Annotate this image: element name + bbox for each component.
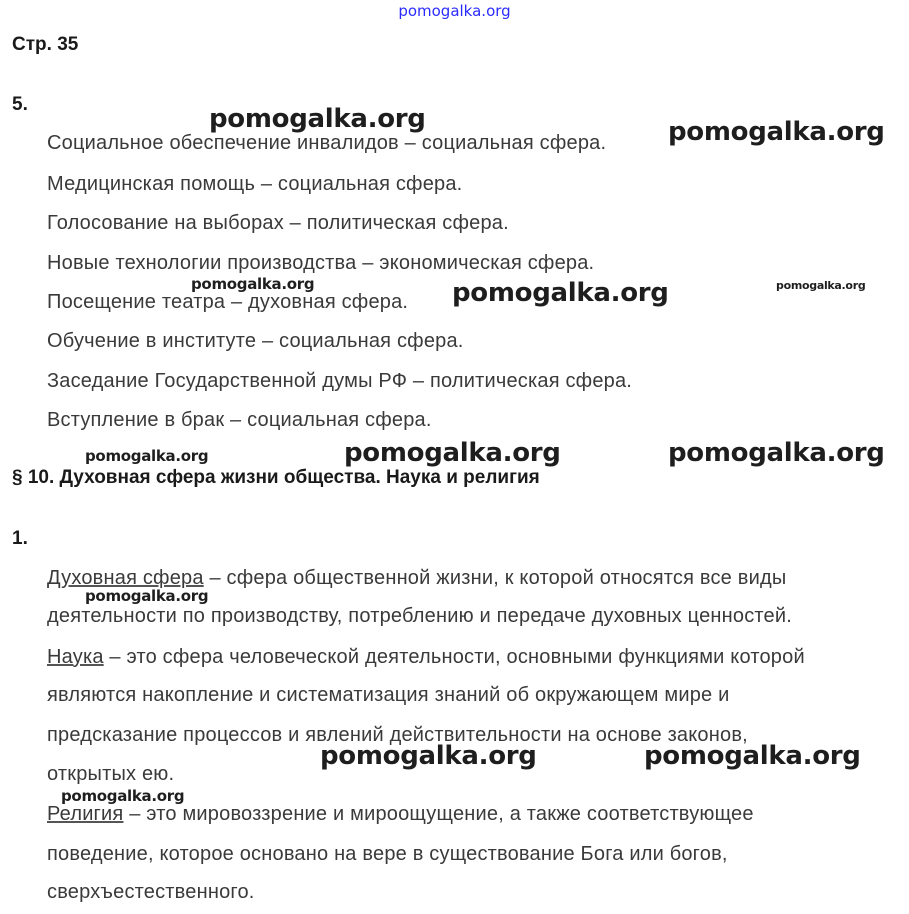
term-religion: Религия — [47, 803, 124, 825]
watermark: pomogalka.org — [209, 104, 426, 134]
section-title: § 10. Духовная сфера жизни общества. Наука и религия — [12, 467, 540, 488]
task-5-item: Новые технологии производства – экономическая сфера. — [47, 252, 595, 274]
watermark: pomogalka.org — [85, 447, 209, 465]
definition-religion-line-3: сверхъестественного. — [47, 881, 255, 903]
task-5-item: Медицинская помощь – социальная сфера. — [47, 173, 463, 195]
task-5-item: Посещение театра – духовная сфера. — [47, 291, 409, 313]
task-5-number: 5. — [12, 94, 28, 115]
definition-science-line-3: предсказание процессов и явлений действительности на основе законов, — [47, 724, 748, 746]
definition-spiritual-line-2: деятельности по производству, потреблению и передаче духовных ценностей. — [47, 605, 792, 627]
definition-text: – сфера общественной жизни, к которой относятся все виды — [203, 567, 787, 589]
definition-religion-line-1 — [47, 803, 754, 826]
definition-science-line-1 — [47, 646, 805, 669]
watermark: pomogalka.org — [776, 279, 866, 292]
task-5-item: Заседание Государственной думы РФ – политическая сфера. — [47, 370, 633, 392]
task-5-item: Вступление в брак – социальная сфера. — [47, 409, 432, 431]
watermark: pomogalka.org — [668, 438, 885, 468]
top-watermark: pomogalka.org — [398, 2, 511, 20]
task-5-item: Обучение в институте – социальная сфера. — [47, 330, 464, 352]
watermark: pomogalka.org — [668, 117, 885, 147]
task-5-item: Голосование на выборах – политическая сфера. — [47, 212, 509, 234]
page-label: Стр. 35 — [12, 34, 79, 55]
definition-science-line-4: открытых ею. — [47, 763, 175, 785]
watermark: pomogalka.org — [452, 278, 669, 308]
definition-science-line-2: являются накопление и систематизация знаний об окружающем мире и — [47, 684, 730, 706]
term-science: Наука — [47, 646, 104, 668]
definition-text: – это сфера человеческой деятельности, основными функциями которой — [103, 646, 805, 668]
task-5-item: Социальное обеспечение инвалидов – социальная сфера. — [47, 132, 607, 154]
watermark: pomogalka.org — [344, 438, 561, 468]
task-1-number: 1. — [12, 528, 28, 549]
definition-religion-line-2: поведение, которое основано на вере в существование Бога или богов, — [47, 843, 728, 865]
definition-text: – это мировоззрение и мироощущение, а также соответствующее — [123, 803, 754, 825]
watermark: pomogalka.org — [61, 787, 185, 805]
watermark: pomogalka.org — [320, 741, 537, 771]
watermark: pomogalka.org — [191, 275, 315, 293]
watermark: pomogalka.org — [644, 741, 861, 771]
watermark: pomogalka.org — [85, 587, 209, 605]
term-spiritual-sphere: Духовная сфера — [47, 567, 204, 589]
